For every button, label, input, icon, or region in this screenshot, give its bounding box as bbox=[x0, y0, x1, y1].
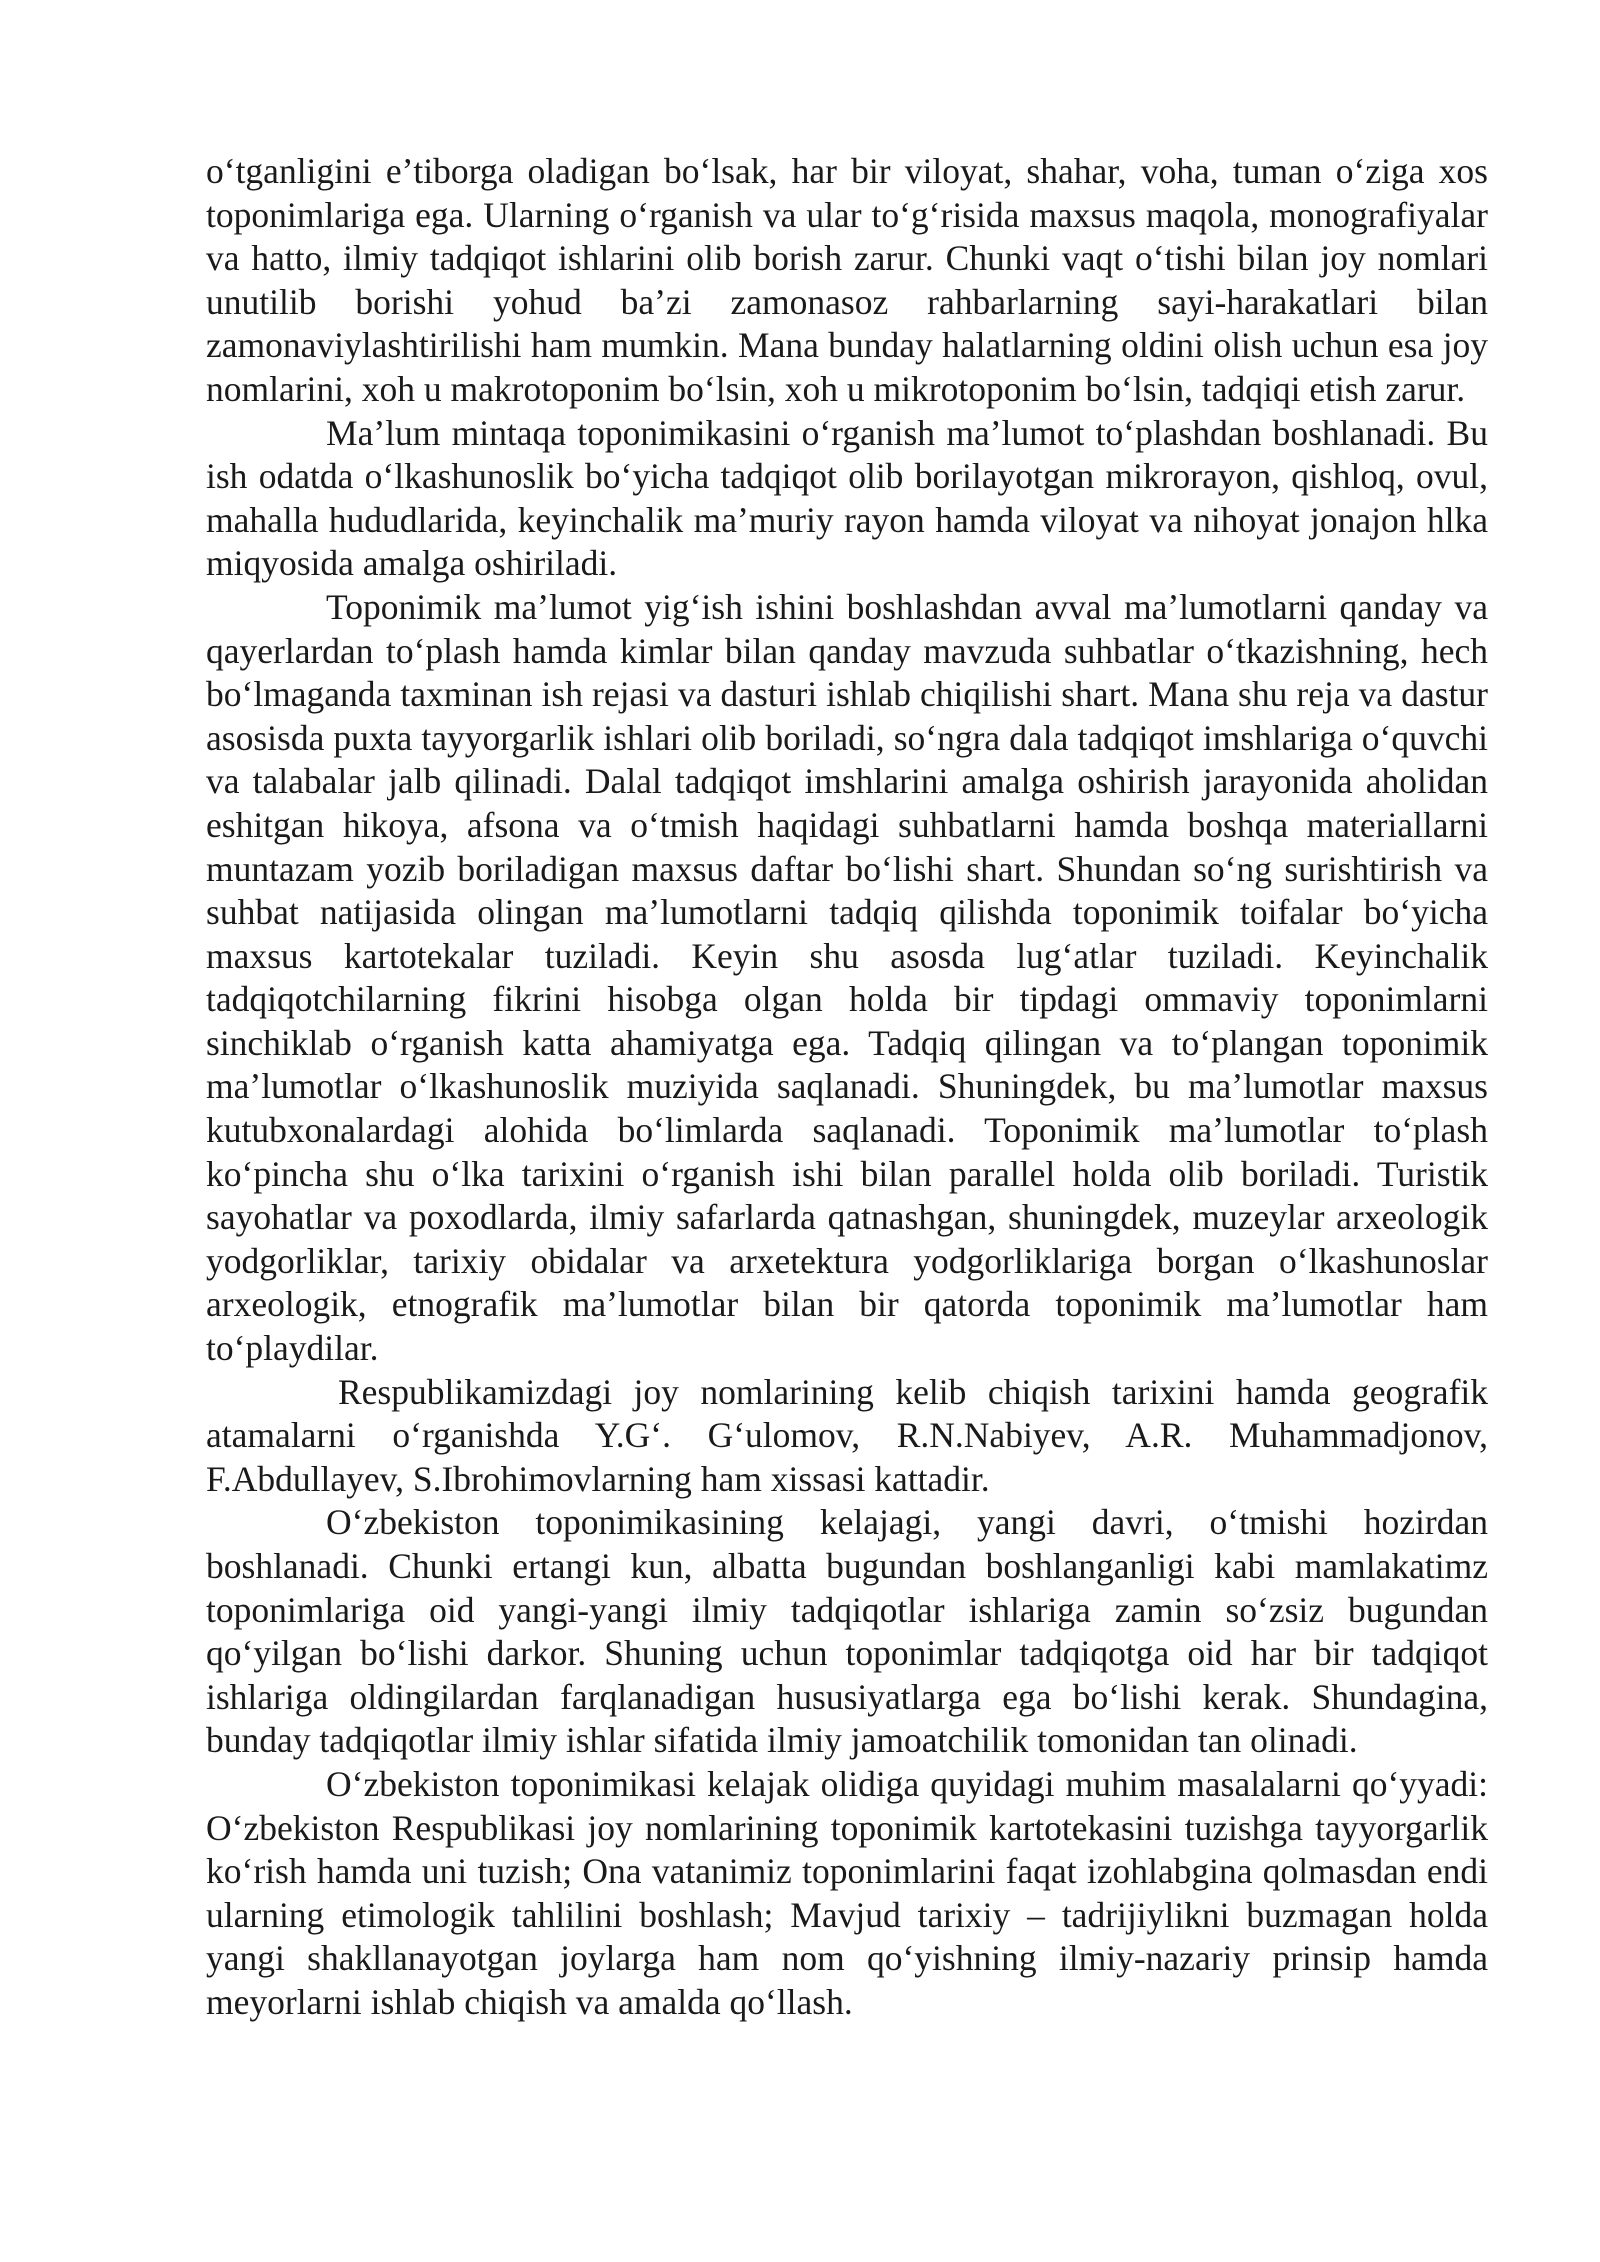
paragraph-1: oʻtganligini eʼtiborga oladigan boʻlsak, har bir viloyat, shahar, voha, tuman oʻziga xos toponimlariga ega. Ularning oʻrganish va ular toʻgʻrisida maxsus maqola, monografiyalar va hatto, ilmiy tadqiqot ishlarini olib borish zarur. Chunki vaqt oʻtishi bilan joy nomlari unutilib borishi yohud baʼzi zamonasoz rahbarlarning sayi-harakatlari bilan zamonaviylashtirilishi ham mumkin. Mana bunday halatlarning oldini olish uchun esa joy nomlarini, xoh u makrotoponim boʻlsin, xoh u mikrotoponim boʻlsin, tadqiqi etish zarur. bbox=[206, 151, 1488, 409]
paragraph-3: Toponimik maʼlumot yigʻish ishini boshlashdan avval maʼlumotlarni qanday va qayerlardan toʻplash hamda kimlar bilan qanday mavzuda suhbatlar oʻtkazishning, hech boʻlmaganda taxminan ish rejasi va dasturi ishlab chiqilishi shart. Mana shu reja va dastur asosisda puxta tayyorgarlik ishlari olib boriladi, soʻngra dala tadqiqot imshlariga oʻquvchi va talabalar jalb qilinadi. Dalal tadqiqot imshlarini amalga oshirish jarayonida aholidan eshitgan hikoya, afsona va oʻtmish haqidagi suhbatlarni hamda boshqa materiallarni muntazam yozib boriladigan maxsus daftar boʻlishi shart. Shundan soʻng surishtirish va suhbat natijasida olingan maʼlumotlarni tadqiq qilishda toponimik toifalar boʻyicha maxsus kartotekalar tuziladi. Keyin shu asosda lugʻatlar tuziladi. Keyinchalik tadqiqotchilarning fikrini hisobga olgan holda bir tipdagi ommaviy toponimlarni sinchiklab oʻrganish katta ahamiyatga ega. Tadqiq qilingan va toʻplangan toponimik maʼlumotlar oʻlkashunoslik muziyida saqlanadi. Shuningdek, bu maʼlumotlar maxsus kutubxonalardagi alohida boʻlimlarda saqlanadi. Toponimik maʼlumotlar toʻplash koʻpincha shu oʻlka tarixini oʻrganish ishi bilan parallel holda olib boriladi. Turistik sayohatlar va poxodlarda, ilmiy safarlarda qatnashgan, shuningdek, muzeylar arxeologik yodgorliklar, tarixiy obidalar va arxetektura yodgorliklariga borgan oʻlkashunoslar arxeologik, etnografik maʼlumotlar bilan bir qatorda toponimik maʼlumotlar ham toʻplaydilar. bbox=[206, 586, 1488, 1369]
paragraph-5: Oʻzbekiston toponimikasining kelajagi, yangi davri, oʻtmishi hozirdan boshlanadi. Chunki ertangi kun, albatta bugundan boshlanganligi kabi mamlakatimz toponimlariga oid yangi-yangi ilmiy tadqiqotlar ishlariga zamin soʻzsiz bugundan qoʻyilgan boʻlishi darkor. Shuning uchun toponimlar tadqiqotga oid har bir tadqiqot ishlariga oldingilardan farqlanadigan hususiyatlarga ega boʻlishi kerak. Shundagina, bunday tadqiqotlar ilmiy ishlar sifatida ilmiy jamoatchilik tomonidan tan olinadi. bbox=[206, 1502, 1488, 1761]
paragraph-6: Oʻzbekiston toponimikasi kelajak olidiga quyidagi muhim masalalarni qoʻyyadi: Oʻzbekiston Respublikasi joy nomlarining toponimik kartotekasini tuzishga tayyorgarlik koʻrish hamda uni tuzish; Ona vatanimiz toponimlarini faqat izohlabgina qolmasdan endi ularning etimologik tahlilini boshlash; Mavjud tarixiy – tadrijiylikni buzmagan holda yangi shakllanayotgan joylarga ham nom qoʻyishning ilmiy-nazariy prinsip hamda meyorlarni ishlab chiqish va amalda qoʻllash. bbox=[206, 1763, 1488, 2022]
paragraph-4: Respublikamizdagi joy nomlarining kelib chiqish tarixini hamda geografik atamalarni oʻrganishda Y.Gʻ. Gʻulomov, R.N.Nabiyev, A.R. Muhammadjonov, F.Abdullayev, S.Ibrohimovlarning ham xissasi kattadir. bbox=[206, 1371, 1488, 1499]
paragraph-2: Maʼlum mintaqa toponimikasini oʻrganish maʼlumot toʻplashdan boshlanadi. Bu ish odatda oʻlkashunoslik boʻyicha tadqiqot olib borilayotgan mikrorayon, qishloq, ovul, mahalla hududlarida, keyinchalik maʼmuriy rayon hamda viloyat va nihoyat jonajon hlka miqyosida amalga oshiriladi. bbox=[206, 412, 1488, 584]
document-page bbox=[206, 150, 1488, 2025]
